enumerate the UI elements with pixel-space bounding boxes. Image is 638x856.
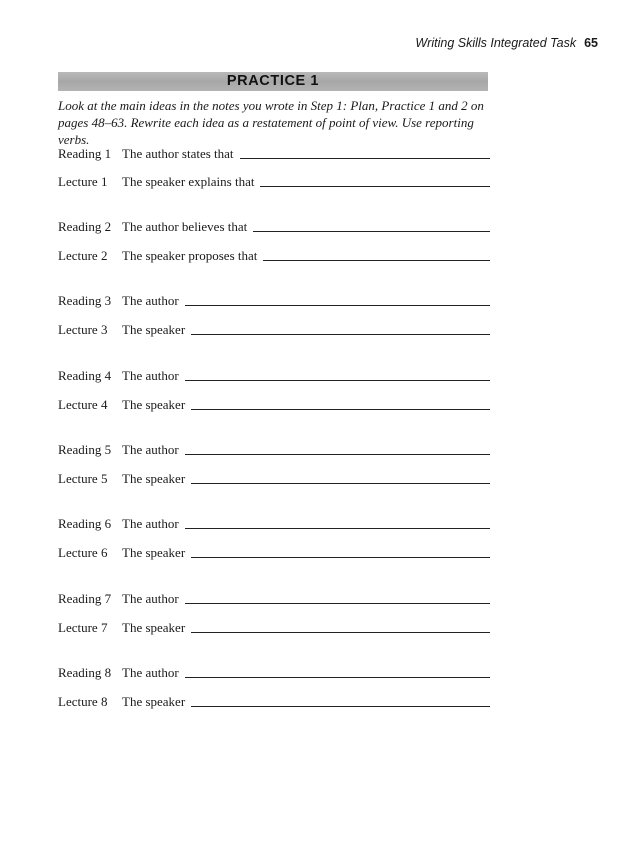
answer-line bbox=[122, 145, 490, 163]
answer-line bbox=[122, 441, 490, 459]
source-label: Lecture 7 bbox=[58, 620, 108, 635]
sentence-stem: The author believes that bbox=[122, 219, 248, 234]
exercise-row bbox=[58, 619, 490, 637]
sentence-stem: The speaker bbox=[122, 471, 186, 486]
exercise-row bbox=[58, 321, 490, 339]
answer-blank[interactable] bbox=[260, 186, 490, 187]
answer-line bbox=[122, 321, 490, 339]
answer-line bbox=[122, 590, 490, 608]
source-label: Lecture 1 bbox=[58, 174, 108, 189]
answer-blank[interactable] bbox=[191, 632, 490, 633]
answer-blank[interactable] bbox=[191, 557, 490, 558]
exercise-row bbox=[58, 145, 490, 163]
sentence-stem: The author bbox=[122, 368, 179, 383]
exercise-row bbox=[58, 396, 490, 414]
source-label: Lecture 4 bbox=[58, 397, 108, 412]
answer-blank[interactable] bbox=[263, 260, 490, 261]
answer-blank[interactable] bbox=[240, 158, 490, 159]
source-label: Reading 3 bbox=[58, 293, 112, 308]
source-label: Reading 7 bbox=[58, 591, 112, 606]
answer-line bbox=[122, 396, 490, 414]
running-header bbox=[415, 36, 598, 50]
answer-line bbox=[122, 173, 490, 191]
sentence-stem: The author bbox=[122, 665, 179, 680]
source-label: Lecture 8 bbox=[58, 694, 108, 709]
answer-blank[interactable] bbox=[191, 334, 490, 335]
answer-blank[interactable] bbox=[185, 677, 490, 678]
exercise-row bbox=[58, 173, 490, 191]
answer-line bbox=[122, 619, 490, 637]
exercise-row bbox=[58, 292, 490, 310]
source-label: Lecture 2 bbox=[58, 248, 108, 263]
answer-line bbox=[122, 515, 490, 533]
answer-blank[interactable] bbox=[185, 454, 490, 455]
practice-title: PRACTICE 1 bbox=[226, 73, 320, 89]
exercise-row bbox=[58, 544, 490, 562]
answer-line bbox=[122, 218, 490, 236]
source-label: Reading 2 bbox=[58, 219, 112, 234]
sentence-stem: The author bbox=[122, 516, 179, 531]
practice-banner bbox=[58, 72, 488, 91]
answer-line bbox=[122, 367, 490, 385]
exercise-row bbox=[58, 218, 490, 236]
exercise-row bbox=[58, 367, 490, 385]
source-label: Lecture 5 bbox=[58, 471, 108, 486]
sentence-stem: The speaker bbox=[122, 620, 186, 635]
exercise-row bbox=[58, 515, 490, 533]
answer-line bbox=[122, 292, 490, 310]
sentence-stem: The speaker bbox=[122, 397, 186, 412]
exercise-row bbox=[58, 441, 490, 459]
sentence-stem: The speaker bbox=[122, 545, 186, 560]
running-header-title: Writing Skills Integrated Task bbox=[415, 36, 577, 50]
source-label: Reading 1 bbox=[58, 146, 112, 161]
answer-blank[interactable] bbox=[191, 483, 490, 484]
answer-blank[interactable] bbox=[185, 603, 490, 604]
sentence-stem: The author states that bbox=[122, 146, 234, 161]
sentence-stem: The author bbox=[122, 591, 179, 606]
answer-blank[interactable] bbox=[185, 528, 490, 529]
source-label: Lecture 3 bbox=[58, 322, 108, 337]
sentence-stem: The speaker bbox=[122, 694, 186, 709]
sentence-stem: The author bbox=[122, 442, 179, 457]
page-number: 65 bbox=[584, 36, 598, 50]
instructions: Look at the main ideas in the notes you wrote in Step 1: Plan, Practice 1 and 2 on pages 48–63. Rewrite each idea as a restatement of point of view. Use reporting verbs. bbox=[58, 98, 484, 147]
exercise-row bbox=[58, 664, 490, 682]
answer-line bbox=[122, 470, 490, 488]
answer-blank[interactable] bbox=[191, 409, 490, 410]
sentence-stem: The speaker bbox=[122, 322, 186, 337]
source-label: Reading 8 bbox=[58, 665, 112, 680]
answer-blank[interactable] bbox=[191, 706, 490, 707]
exercise-row bbox=[58, 590, 490, 608]
sentence-stem: The speaker proposes that bbox=[122, 248, 258, 263]
sentence-stem: The speaker explains that bbox=[122, 174, 255, 189]
answer-line bbox=[122, 544, 490, 562]
exercise-row bbox=[58, 247, 490, 265]
answer-blank[interactable] bbox=[185, 305, 490, 306]
sentence-stem: The author bbox=[122, 293, 179, 308]
source-label: Lecture 6 bbox=[58, 545, 108, 560]
exercise-row bbox=[58, 693, 490, 711]
source-label: Reading 6 bbox=[58, 516, 112, 531]
answer-line bbox=[122, 664, 490, 682]
source-label: Reading 5 bbox=[58, 442, 112, 457]
source-label: Reading 4 bbox=[58, 368, 112, 383]
answer-line bbox=[122, 693, 490, 711]
answer-blank[interactable] bbox=[253, 231, 490, 232]
answer-blank[interactable] bbox=[185, 380, 490, 381]
answer-line bbox=[122, 247, 490, 265]
exercise-row bbox=[58, 470, 490, 488]
